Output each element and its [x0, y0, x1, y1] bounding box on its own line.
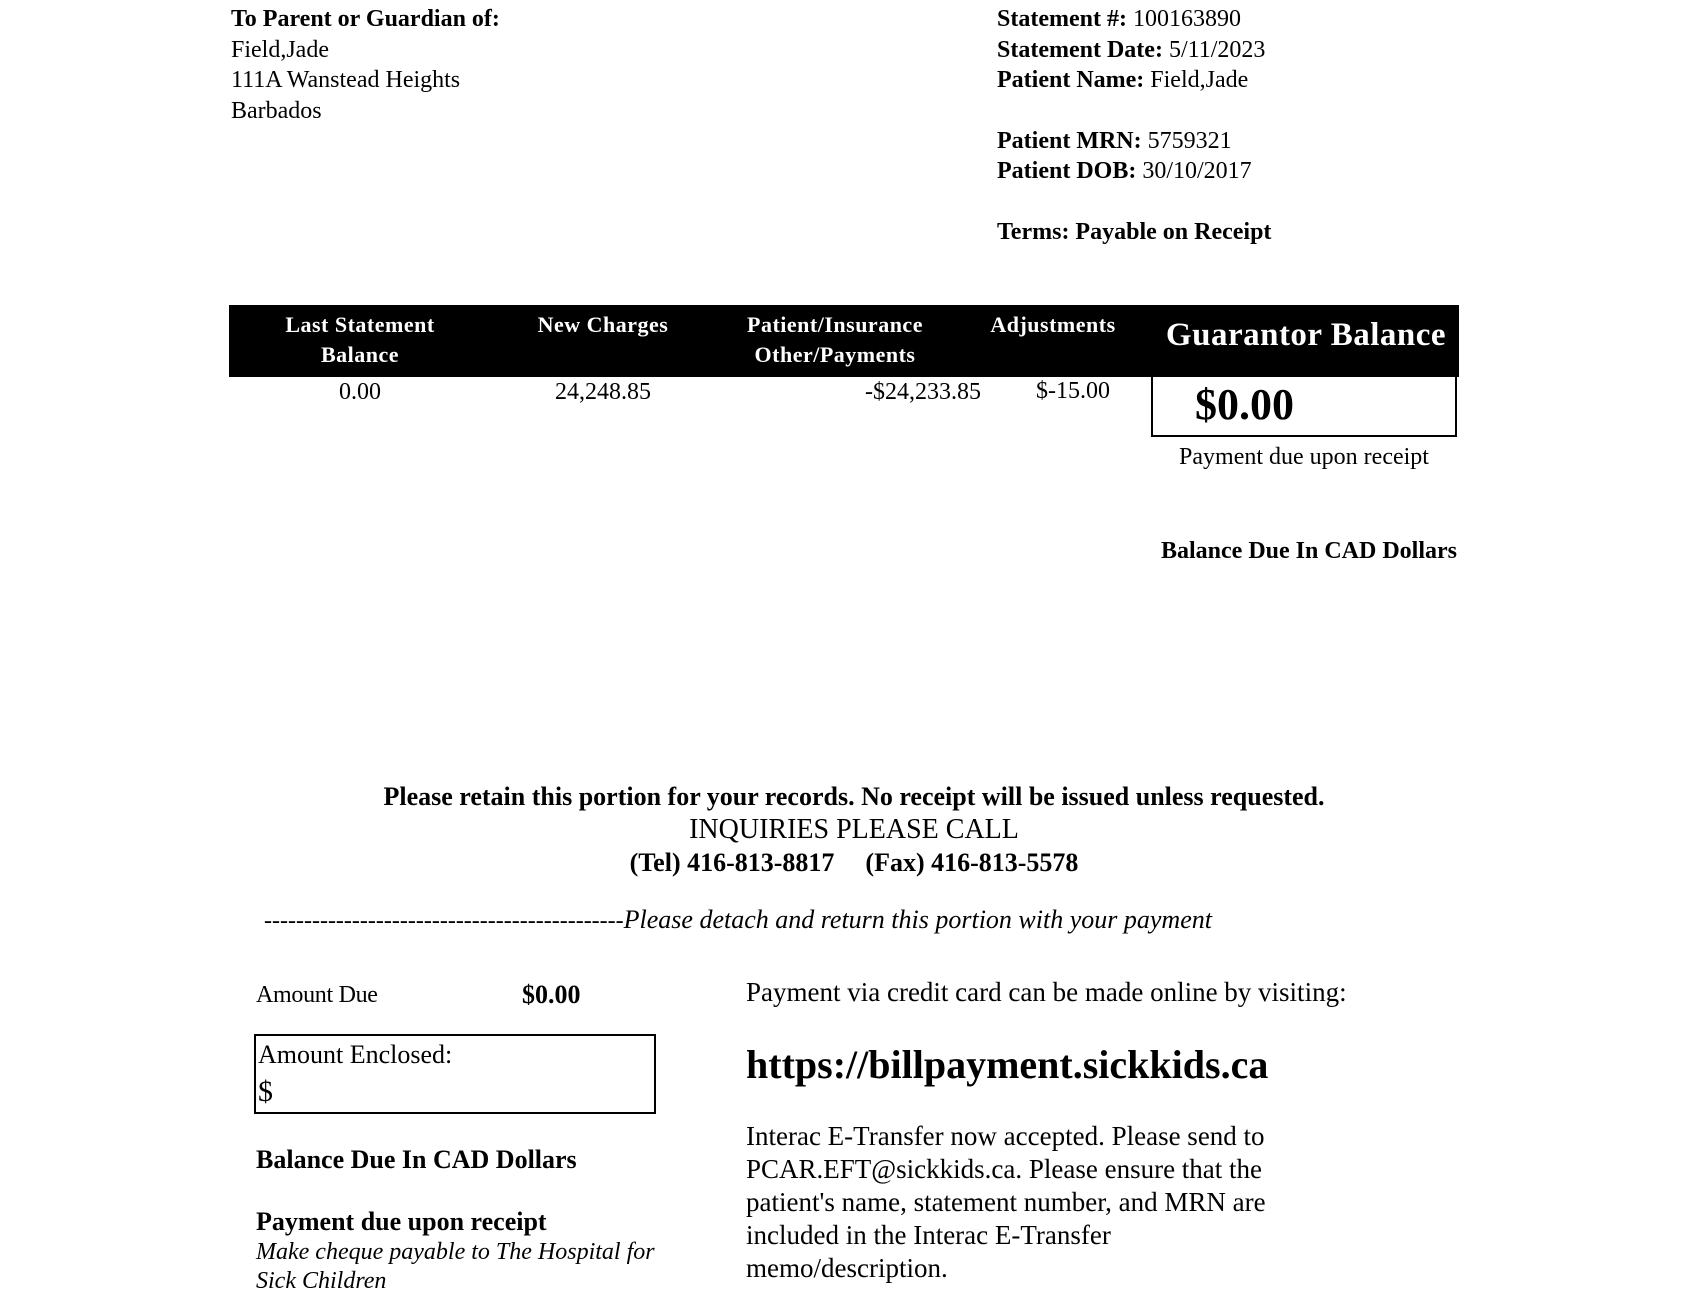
statement-number-label: Statement #: [997, 6, 1127, 32]
etransfer-line5: memo/description. [746, 1253, 948, 1283]
value-new-charges: 24,248.85 [555, 379, 651, 405]
recipient-heading: To Parent or Guardian of: [231, 6, 500, 32]
patient-mrn: 5759321 [1147, 127, 1232, 154]
amount-enclosed-currency: $ [258, 1075, 273, 1108]
header-payments-line1: Patient/Insurance [747, 312, 923, 337]
guarantor-balance-value: $0.00 [1195, 380, 1294, 429]
payment-url[interactable]: https://billpayment.sickkids.ca [746, 1042, 1269, 1087]
recipient-address-line1: 111A Wanstead Heights [231, 67, 461, 93]
etransfer-line2: PCAR.EFT@sickkids.ca. Please ensure that the [746, 1154, 1263, 1184]
patient-name-label: Patient Name: [997, 67, 1145, 93]
detach-dashes: --------------------------------------------- [264, 908, 624, 934]
payment-due-note: Payment due upon receipt [1179, 444, 1429, 470]
contact-numbers [0, 846, 1692, 879]
patient-name: Field,Jade [1150, 67, 1249, 93]
patient-mrn-row [997, 126, 1271, 157]
header-last-balance-line2: Balance [320, 342, 400, 367]
statement-number: 100163890 [1132, 6, 1241, 32]
patient-dob-row [997, 156, 1271, 187]
statement-date-row [997, 35, 1271, 66]
value-payments: -$24,233.85 [865, 379, 981, 405]
statement-number-row [997, 4, 1271, 35]
recipient-name: Field,Jade [231, 36, 329, 63]
fax-number: (Fax) 416-813-5578 [865, 848, 1079, 877]
value-last-statement-balance: 0.00 [339, 379, 381, 405]
recipient-address-line2: Barbados [231, 97, 322, 124]
statement-date-label: Statement Date: [997, 36, 1163, 63]
detach-text: Please detach and return this portion with your payment [623, 905, 1212, 934]
amount-due-label: Amount Due [256, 982, 378, 1008]
header-last-statement-balance [229, 310, 491, 370]
detach-line [264, 905, 1444, 935]
summary-table-header [229, 305, 1459, 377]
header-last-balance-line1: Last Statement [285, 312, 435, 337]
tel-number: (Tel) 416-813-8817 [629, 848, 835, 877]
header-new-charges: New Charges [537, 312, 669, 337]
etransfer-line3: patient's name, statement number, and MRN are [746, 1187, 1266, 1217]
amount-enclosed-label: Amount Enclosed: [258, 1040, 453, 1069]
patient-mrn-label: Patient MRN: [997, 127, 1142, 154]
recipient-address [231, 4, 500, 126]
cheque-note-line2: Sick Children [256, 1268, 387, 1294]
statement-date: 5/11/2023 [1168, 36, 1266, 63]
payment-terms: Terms: Payable on Receipt [997, 218, 1272, 245]
header-payments-line2: Other/Payments [754, 342, 916, 367]
statement-meta [997, 4, 1271, 247]
amount-enclosed-box[interactable] [254, 1034, 656, 1114]
balance-currency-note: Balance Due In CAD Dollars [1160, 538, 1457, 564]
retain-notice: Please retain this portion for your records. No receipt will be issued unless requested. [383, 782, 1325, 811]
header-adjustments: Adjustments [990, 312, 1116, 337]
value-adjustments: $-15.00 [1036, 378, 1110, 404]
header-payments [715, 310, 955, 370]
patient-name-row [997, 65, 1271, 96]
etransfer-instructions [746, 1120, 1266, 1285]
cheque-note-line1: Make cheque payable to The Hospital for [256, 1239, 655, 1265]
etransfer-line1: Interac E-Transfer now accepted. Please send to [746, 1121, 1265, 1151]
remit-due-note: Payment due upon receipt [256, 1207, 547, 1236]
patient-dob-label: Patient DOB: [997, 158, 1137, 184]
online-payment-intro: Payment via credit card can be made online by visiting: [746, 977, 1347, 1007]
patient-dob: 30/10/2017 [1142, 158, 1252, 184]
amount-due-value: $0.00 [522, 980, 581, 1009]
remit-currency-note: Balance Due In CAD Dollars [256, 1145, 577, 1174]
cheque-note [256, 1238, 716, 1296]
inquiries-heading: INQUIRIES PLEASE CALL [689, 814, 1019, 845]
guarantor-balance-box [1151, 375, 1457, 437]
etransfer-line4: included in the Interac E-Transfer [746, 1220, 1111, 1250]
header-guarantor-balance: Guarantor Balance [1165, 317, 1447, 353]
